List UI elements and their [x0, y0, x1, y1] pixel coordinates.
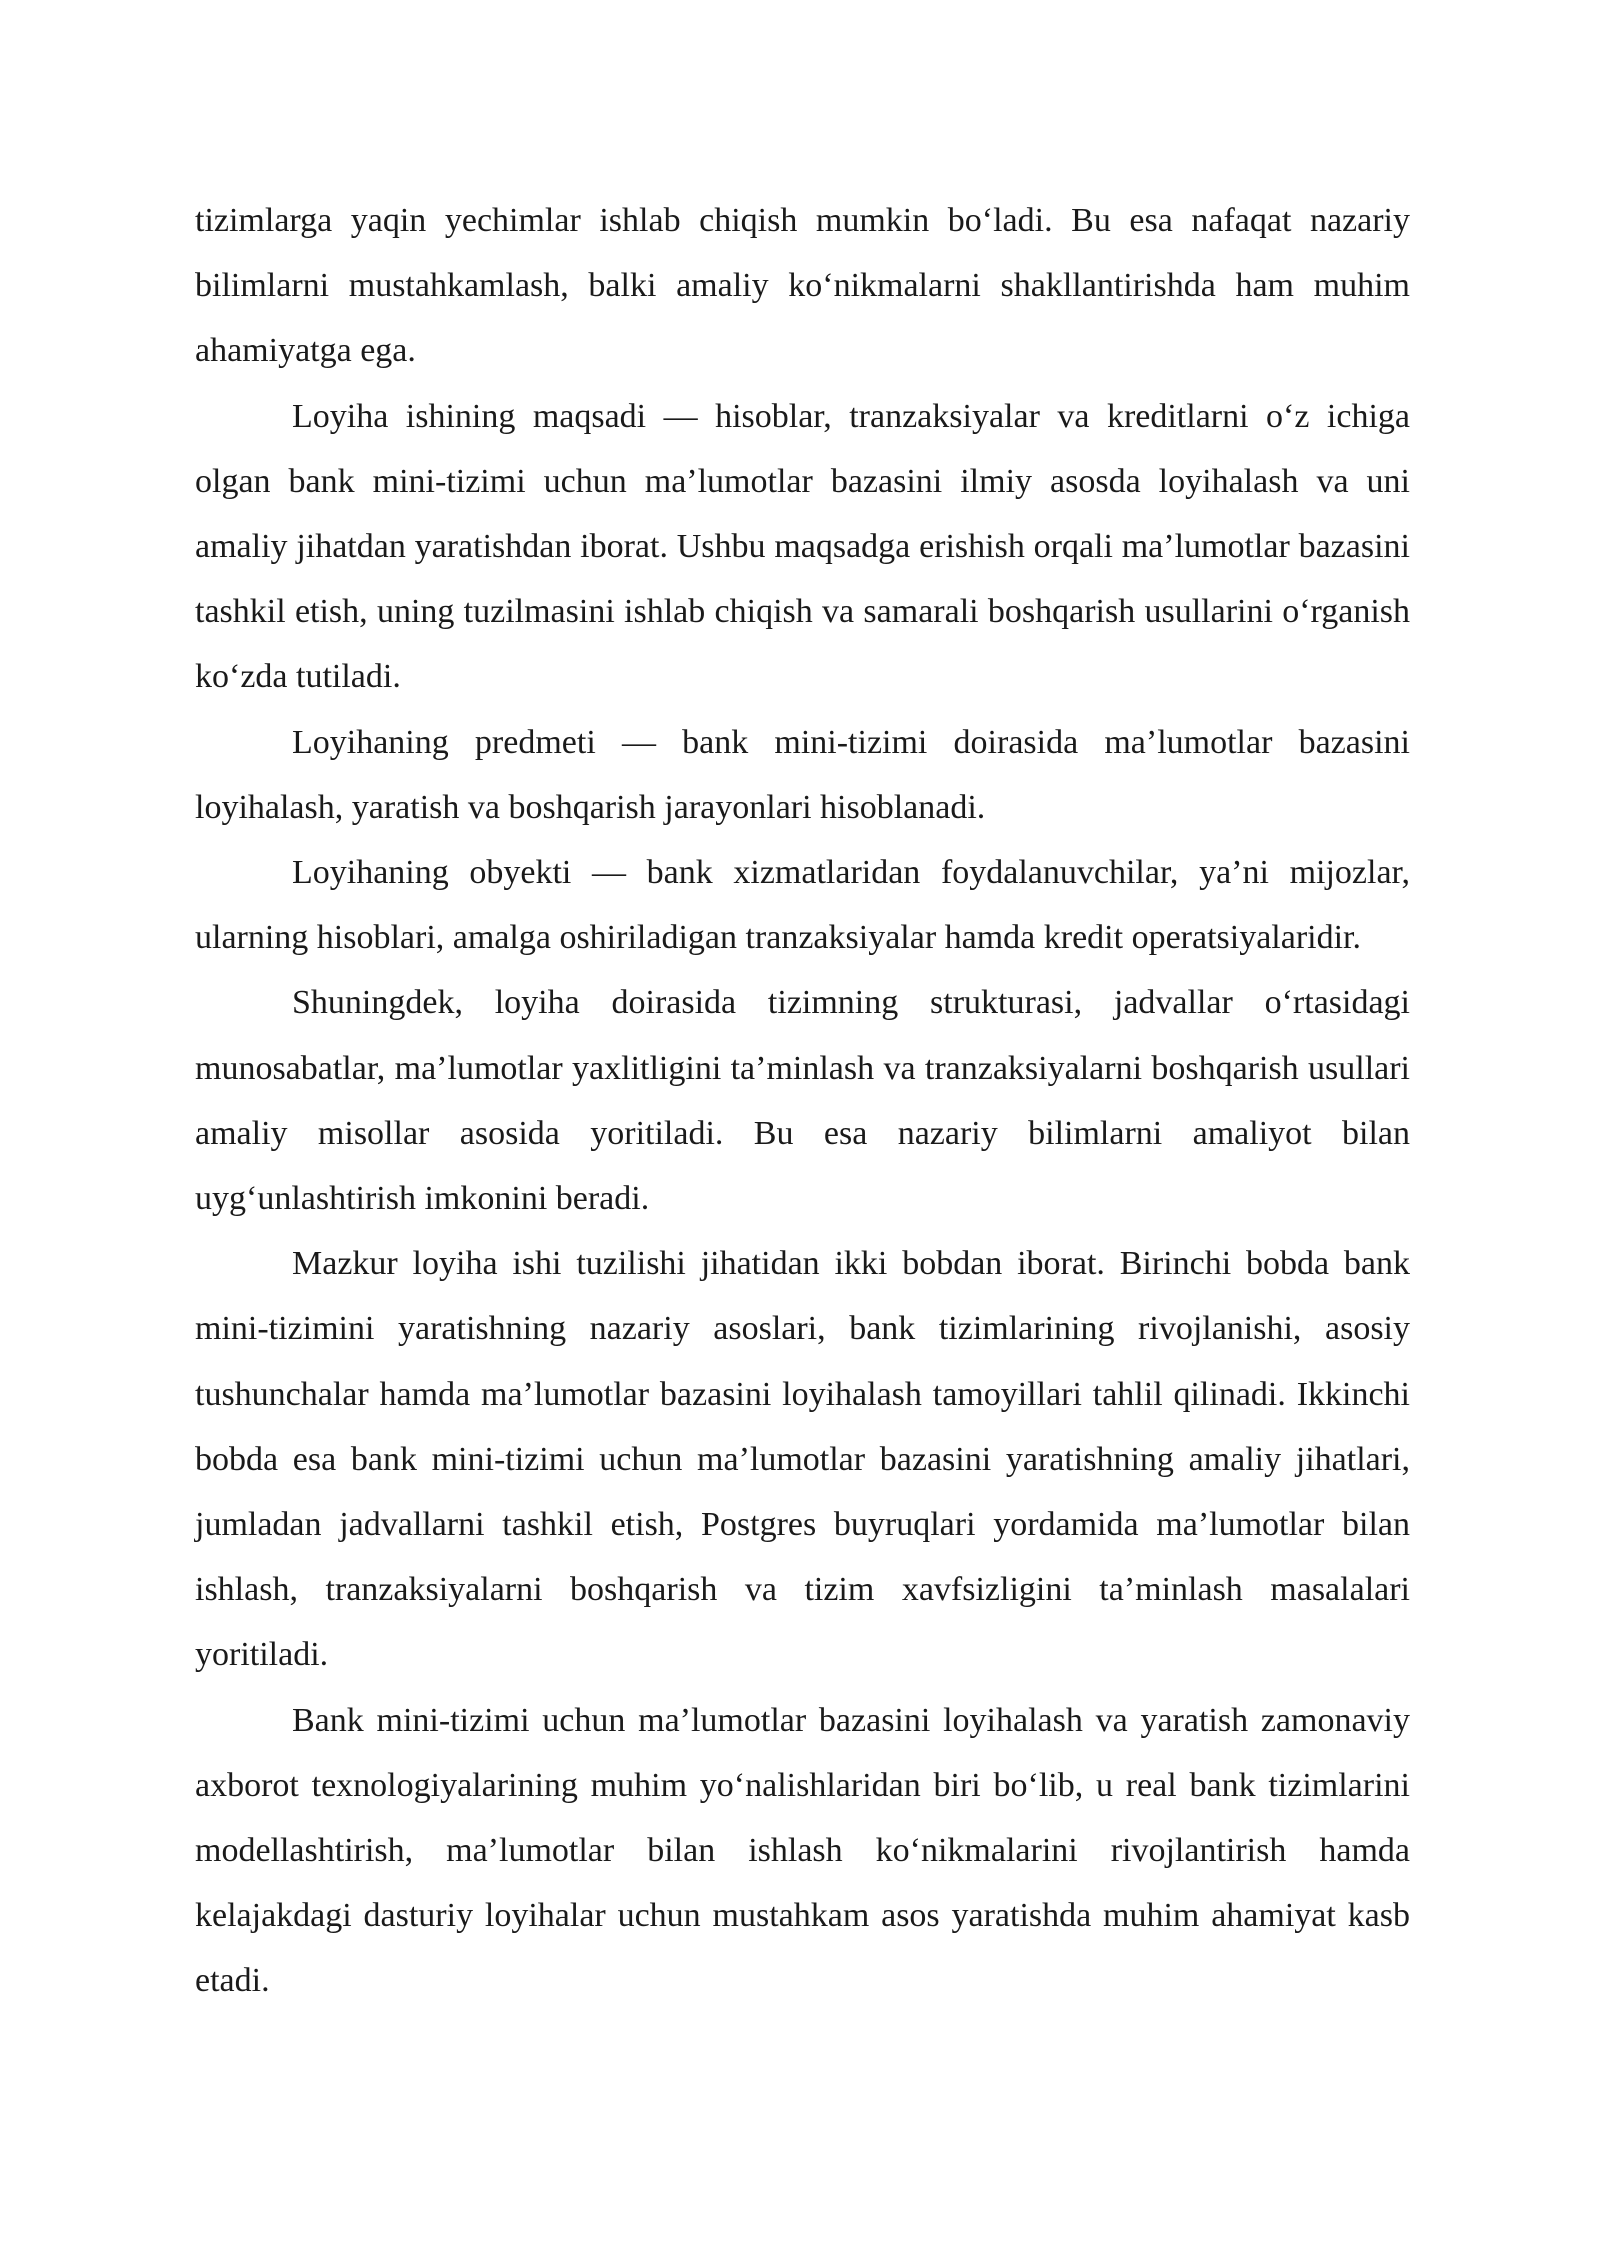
paragraph-subject: Loyihaning predmeti — bank mini-tizimi doirasida ma’lumotlar bazasini loyihalash, yaratish va boshqarish jarayonlari hisoblanadi. [195, 723, 1410, 826]
paragraph-conclusion: Bank mini-tizimi uchun ma’lumotlar bazasini loyihalash va yaratish zamonaviy axborot texnologiyalarining muhim yo‘nalishlaridan biri bo‘lib, u real bank tizimlarini modellashtirish, ma’lumotlar bilan ishlash ko‘nikmalarini rivojlantirish hamda kelajakdagi dasturiy loyihalar uchun mustahkam asos yaratishda muhim ahamiyat kasb etadi. [195, 1701, 1410, 2000]
paragraph-structure-details: Shuningdek, loyiha doirasida tizimning strukturasi, jadvallar o‘rtasidagi munosabatlar, ma’lumotlar yaxlitligini ta’minlash va tranzaksiyalarni boshqarish usullari amaliy misollar asosida yoritiladi. Bu esa nazariy bilimlarni amaliyot bilan uyg‘unlashtirish imkonini beradi. [195, 984, 1410, 1218]
paragraph-chapters: Mazkur loyiha ishi tuzilishi jihatidan ikki bobdan iborat. Birinchi bobda bank mini-tizimini yaratishning nazariy asoslari, bank tizimlarining rivojlanishi, asosiy tushunchalar hamda ma’lumotlar bazasini loyihalash tamoyillari tahlil qilinadi. Ikkinchi bobda esa bank mini-tizimi uchun ma’lumotlar bazasini yaratishning amaliy jihatlari, jumladan jadvallarni tashkil etish, Postgres buyruqlari yordamida ma’lumotlar bilan ishlash, tranzaksiyalarni boshqarish va tizim xavfsizligini ta’minlash masalalari yoritiladi. [195, 1245, 1410, 1674]
paragraph-object: Loyihaning obyekti — bank xizmatlaridan foydalanuvchilar, ya’ni mijozlar, ularning hisoblari, amalga oshiriladigan tranzaksiyalar hamda kredit operatsiyalaridir. [195, 854, 1410, 957]
paragraph-continuation: tizimlarga yaqin yechimlar ishlab chiqish mumkin bo‘ladi. Bu esa nafaqat nazariy bilimlarni mustahkamlash, balki amaliy ko‘nikmalarni shakllantirishda ham muhim ahamiyatga ega. [195, 202, 1410, 370]
body-text [195, 188, 1410, 2014]
paragraph-goal: Loyiha ishining maqsadi — hisoblar, tranzaksiyalar va kreditlarni o‘z ichiga olgan bank mini-tizimi uchun ma’lumotlar bazasini ilmiy asosda loyihalash va uni amaliy jihatdan yaratishdan iborat. Ushbu maqsadga erishish orqali ma’lumotlar bazasini tashkil etish, uning tuzilmasini ishlab chiqish va samarali boshqarish usullarini o‘rganish ko‘zda tutiladi. [195, 397, 1410, 696]
